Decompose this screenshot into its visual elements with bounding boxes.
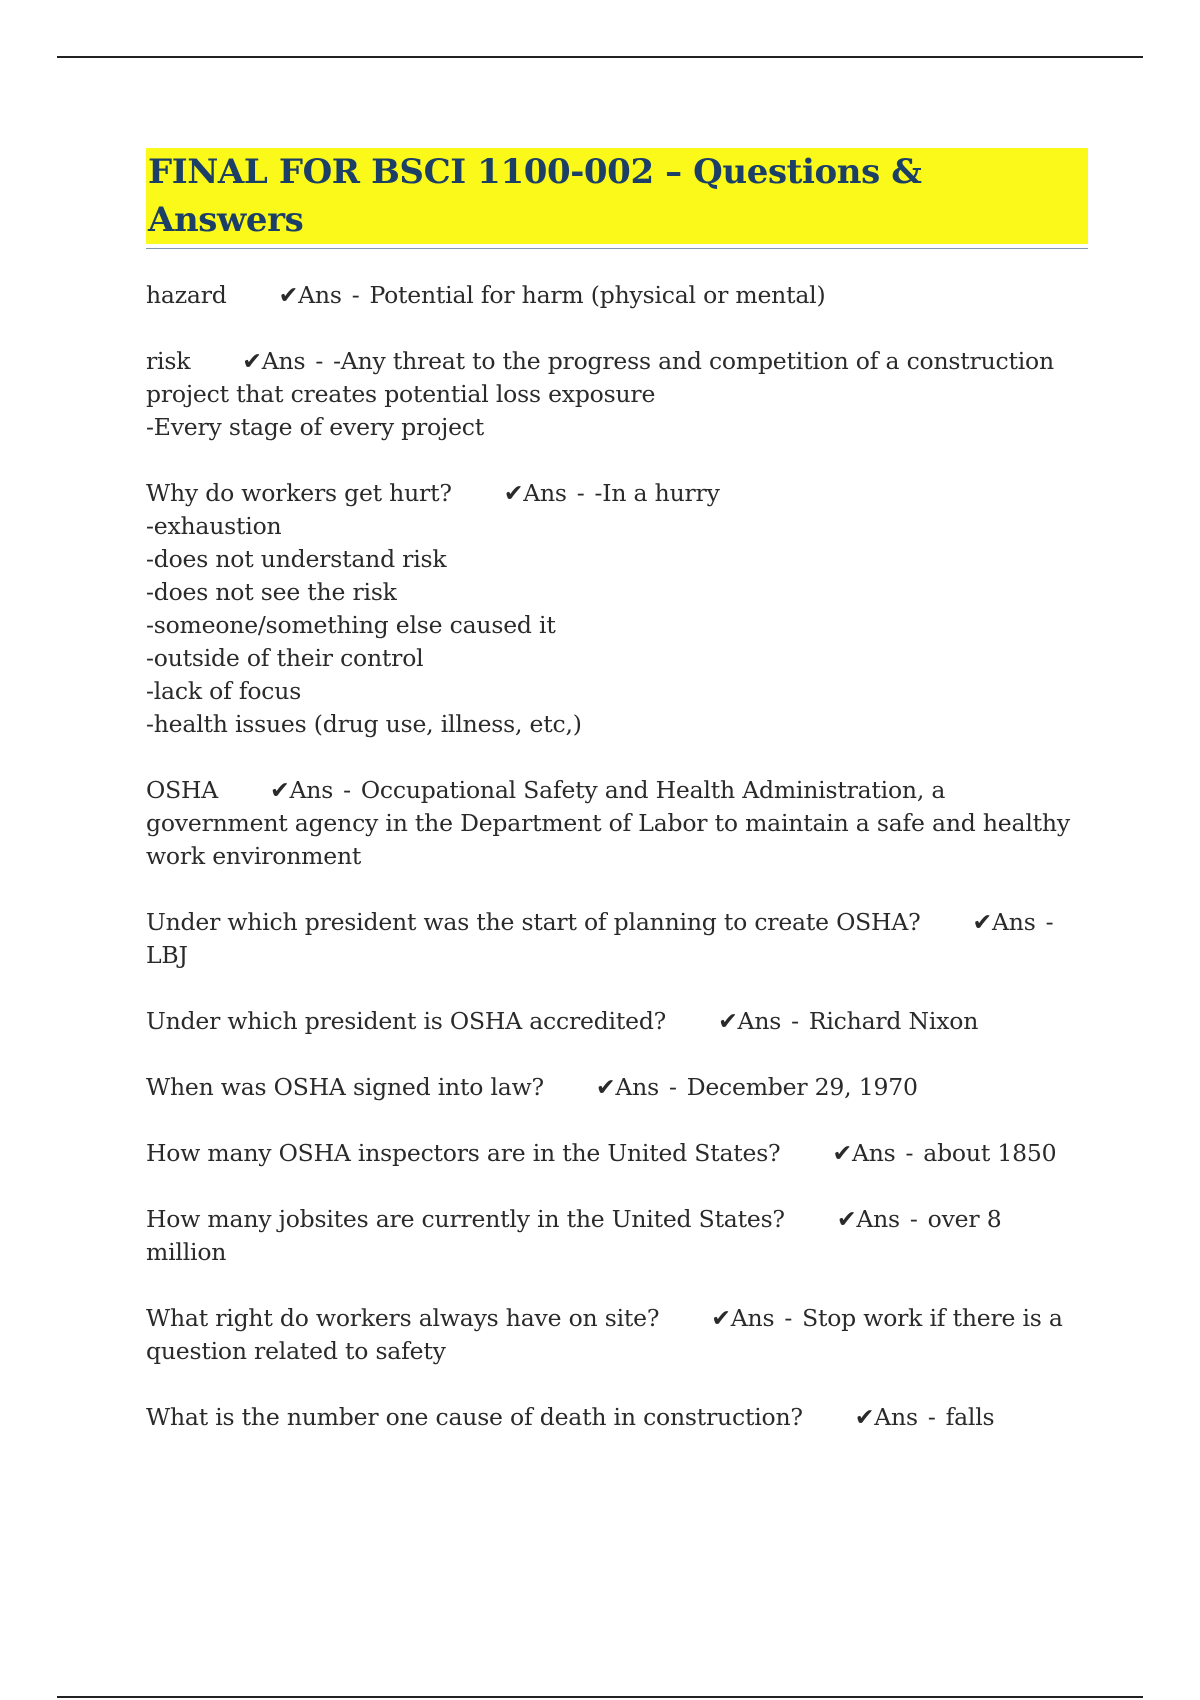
header-rule	[57, 56, 1143, 58]
document-body	[146, 148, 1088, 1467]
footer-rule	[57, 1696, 1143, 1698]
check-mark-icon: ✔Ans	[278, 281, 342, 309]
check-mark-icon: ✔Ans	[832, 1139, 896, 1167]
question-text: How many jobsites are currently in the United States?	[146, 1205, 785, 1233]
title-block	[146, 148, 1088, 249]
qa-item: What right do workers always have on site? ✔Ans - Stop work if there is a question related to safety	[146, 1304, 1063, 1365]
question-text: How many OSHA inspectors are in the United States?	[146, 1139, 781, 1167]
qa-item: hazard ✔Ans - Potential for harm (physical or mental)	[146, 281, 826, 309]
question-text: What right do workers always have on site?	[146, 1304, 660, 1332]
check-mark-icon: ✔Ans	[711, 1304, 775, 1332]
answer-line: -does not see the risk	[146, 578, 397, 606]
question-text: When was OSHA signed into law?	[146, 1073, 544, 1101]
check-mark-icon: ✔Ans	[718, 1007, 782, 1035]
answer-line: -someone/something else caused it	[146, 611, 556, 639]
question-text: What is the number one cause of death in construction?	[146, 1403, 803, 1431]
question-text: risk	[146, 347, 191, 375]
check-mark-icon: ✔Ans	[503, 479, 567, 507]
qa-item: risk ✔Ans - -Any threat to the progress and competition of a construction project that creates potential loss exposure -Every stage of every project	[146, 345, 1088, 444]
answer-text: over 8 million	[146, 1205, 1002, 1266]
check-mark-icon: ✔Ans	[836, 1205, 900, 1233]
answer-line: -lack of focus	[146, 677, 302, 705]
qa-item: OSHA ✔Ans - Occupational Safety and Health Administration, a government agency in the Department of Labor to maintain a safe and healthy work environment	[146, 776, 1070, 870]
qa-item: Under which president was the start of planning to create OSHA? ✔Ans -LBJ	[146, 908, 1054, 969]
answer-text: LBJ	[146, 941, 188, 969]
qa-item: Under which president is OSHA accredited? ✔Ans - Richard Nixon	[146, 1007, 979, 1035]
check-mark-icon: ✔Ans	[270, 776, 334, 804]
question-text: Why do workers get hurt?	[146, 479, 452, 507]
answer-text: falls	[945, 1403, 995, 1431]
question-text: hazard	[146, 281, 227, 309]
check-mark-icon: ✔Ans	[595, 1073, 659, 1101]
qa-item: Why do workers get hurt? ✔Ans - -In a hurry -exhaustion -does not understand risk -does not see the risk -someone/something else caused it -outside of their control -lack of focus -health issues (drug use, illness, etc,)	[146, 477, 1088, 741]
answer-text: Occupational Safety and Health Administration, a government agency in the Department of Labor to maintain a safe and healthy work environment	[146, 776, 1070, 870]
question-text: Under which president is OSHA accredited?	[146, 1007, 667, 1035]
answer-text: Stop work if there is a question related to safety	[146, 1304, 1063, 1365]
qa-item: How many jobsites are currently in the United States? ✔Ans - over 8 million	[146, 1205, 1002, 1266]
answer-text: -Any threat to the progress and competition of a construction project that creates potential loss exposure	[146, 347, 1054, 408]
answer-line: -exhaustion	[146, 512, 282, 540]
answer-text: Richard Nixon	[808, 1007, 979, 1035]
check-mark-icon: ✔Ans	[242, 347, 306, 375]
question-text: Under which president was the start of planning to create OSHA?	[146, 908, 921, 936]
answer-line: -health issues (drug use, illness, etc,)	[146, 710, 582, 738]
answer-line: -Every stage of every project	[146, 413, 485, 441]
answer-text: December 29, 1970	[686, 1073, 918, 1101]
document-title: FINAL FOR BSCI 1100-002 – Questions & Answers	[146, 148, 1088, 244]
answer-text: Potential for harm (physical or mental)	[369, 281, 826, 309]
check-mark-icon: ✔Ans	[854, 1403, 918, 1431]
answer-text: -In a hurry	[594, 479, 720, 507]
qa-item: How many OSHA inspectors are in the United States? ✔Ans - about 1850	[146, 1139, 1057, 1167]
question-text: OSHA	[146, 776, 219, 804]
answer-text: about 1850	[923, 1139, 1057, 1167]
qa-item: When was OSHA signed into law? ✔Ans - December 29, 1970	[146, 1073, 918, 1101]
answer-line: -outside of their control	[146, 644, 424, 672]
answer-line: -does not understand risk	[146, 545, 447, 573]
check-mark-icon: ✔Ans	[972, 908, 1036, 936]
qa-item: What is the number one cause of death in construction? ✔Ans - falls	[146, 1403, 995, 1431]
